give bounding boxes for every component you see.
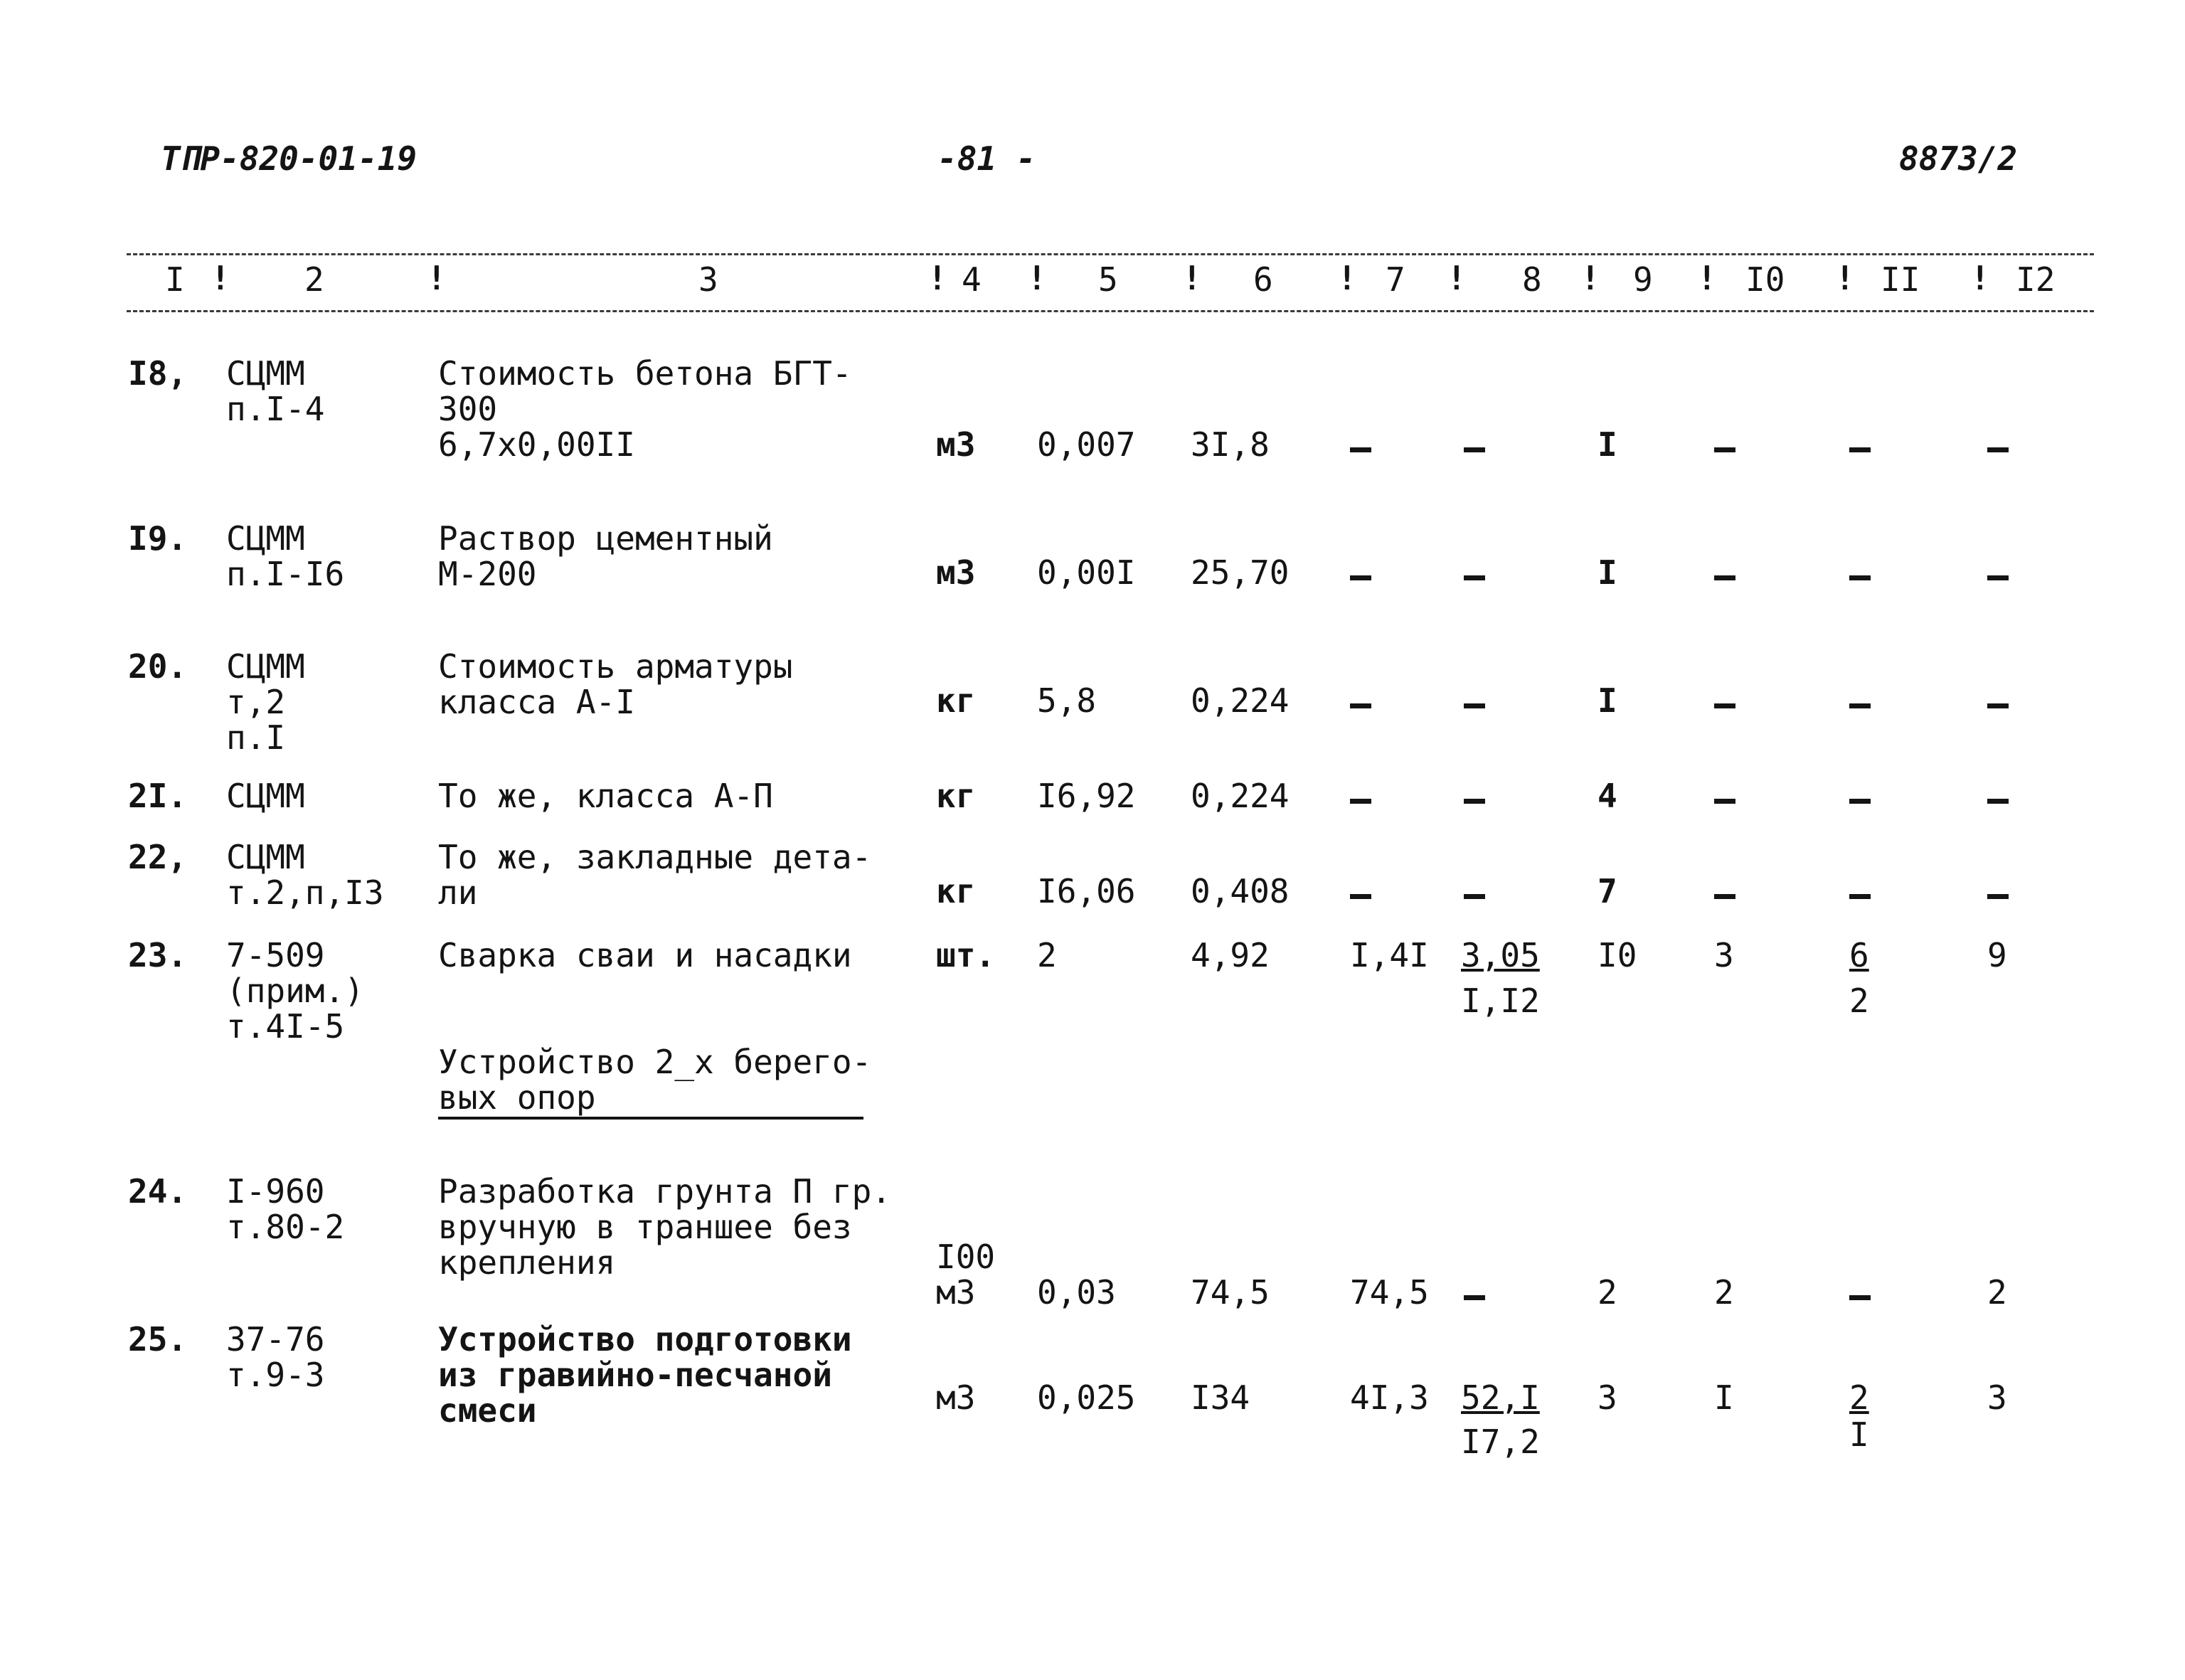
empty-dash [1464, 447, 1485, 452]
col10-value [1714, 558, 1735, 593]
col9-value: 4 [1597, 777, 1617, 815]
empty-dash [1350, 894, 1371, 899]
page-number: -81 - [937, 139, 1036, 178]
norm-reference: СЦММ п.I-I6 [226, 519, 345, 593]
col12-value [1987, 430, 2009, 465]
col-separator: ! [1580, 259, 1600, 297]
col12-value [1987, 781, 2009, 817]
norm-reference: 7-509 (прим.) т.4I-5 [226, 936, 364, 1046]
unit-cost: 25,70 [1191, 553, 1290, 592]
col8-subvalue: I7,2 [1461, 1423, 1540, 1461]
col10-value: I [1714, 1378, 1734, 1417]
norm-reference: СЦММ т.2,п,I3 [226, 838, 384, 912]
col12-value [1987, 686, 2009, 721]
col-separator: ! [1835, 259, 1855, 297]
unit: I00 м3 [936, 1238, 996, 1312]
col10-value: 3 [1714, 936, 1734, 974]
row-number: 2I. [128, 777, 188, 815]
col-header-1: I [165, 260, 185, 299]
col7-value: 4I,3 [1350, 1378, 1429, 1417]
col7-value [1350, 781, 1371, 817]
empty-dash [1350, 799, 1371, 804]
document-code: ТПР-820-01-19 [161, 139, 418, 178]
col-separator: ! [1970, 259, 1990, 297]
row-number: 25. [128, 1320, 188, 1359]
col11-value [1849, 558, 1871, 593]
col-separator: ! [1027, 259, 1047, 297]
row-number: I9. [128, 519, 188, 558]
row-number: 24. [128, 1172, 188, 1211]
empty-dash [1849, 703, 1871, 708]
empty-dash [1849, 575, 1871, 580]
col11-value [1849, 430, 1871, 465]
empty-dash [1464, 799, 1485, 804]
col8-value [1464, 430, 1485, 465]
work-description: Сварка сваи и насадки [438, 936, 852, 974]
unit: кг [936, 681, 976, 720]
quantity: 2 [1037, 936, 1057, 974]
col8-value [1464, 558, 1485, 593]
col-separator: ! [427, 259, 447, 297]
work-description: Устройство подготовки из гравийно-песчаной смеси [438, 1320, 852, 1430]
empty-dash [1714, 799, 1735, 804]
unit: м3 [936, 1378, 976, 1417]
empty-dash [1714, 703, 1735, 708]
empty-dash [1849, 1295, 1871, 1300]
col-header-4: 4 [962, 260, 982, 299]
col11-subvalue: 2 [1849, 982, 1869, 1020]
empty-dash [1987, 894, 2009, 899]
col9-value: I [1597, 425, 1617, 464]
row-number: 22, [128, 838, 188, 876]
quantity: 0,00I [1037, 553, 1136, 592]
col-header-9: 9 [1633, 260, 1653, 299]
col-header-7: 7 [1386, 260, 1405, 299]
empty-dash [1714, 894, 1735, 899]
col12-value: 9 [1987, 936, 2007, 974]
col10-value [1714, 686, 1735, 721]
row-number: I8, [128, 354, 188, 393]
col-header-2: 2 [304, 260, 324, 299]
empty-dash [1987, 703, 2009, 708]
work-description: Разработка грунта П гр. вручную в траншее без крепления [438, 1172, 891, 1282]
empty-dash [1987, 447, 2009, 452]
col12-value: 3 [1987, 1378, 2007, 1417]
col9-value: I [1597, 681, 1617, 720]
norm-reference: СЦММ п.I-4 [226, 354, 325, 428]
col11-value [1849, 781, 1871, 817]
col-header-8: 8 [1522, 260, 1542, 299]
col-header-3: 3 [698, 260, 718, 299]
work-description: То же, класса А-П [438, 777, 773, 815]
work-description: То же, закладные дета- ли [438, 838, 872, 912]
unit-cost: 4,92 [1191, 936, 1270, 974]
empty-dash [1849, 447, 1871, 452]
col9-value: I0 [1597, 936, 1637, 974]
col8-value [1464, 686, 1485, 721]
unit: м3 [936, 425, 976, 464]
table-top-rule [127, 253, 2094, 255]
norm-reference: I-960 т.80-2 [226, 1172, 345, 1246]
empty-dash [1464, 575, 1485, 580]
col9-value: 2 [1597, 1273, 1617, 1312]
col10-value [1714, 876, 1735, 912]
col8-value [1464, 876, 1485, 912]
col11-value [1849, 876, 1871, 912]
col-header-10: I0 [1745, 260, 1785, 299]
col8-value: 3,05 [1461, 936, 1540, 974]
col11-value: 6 [1849, 936, 1869, 974]
work-description: Стоимость бетона БГТ- 300 6,7х0,00II [438, 354, 852, 464]
empty-dash [1849, 799, 1871, 804]
work-description: Стоимость арматуры класса А-I [438, 647, 793, 721]
col7-value [1350, 686, 1371, 721]
quantity: 0,007 [1037, 425, 1136, 464]
col-header-12: I2 [2016, 260, 2056, 299]
col-header-5: 5 [1098, 260, 1118, 299]
empty-dash [1464, 703, 1485, 708]
quantity: 0,025 [1037, 1378, 1136, 1417]
col8-value: 52,I [1461, 1378, 1540, 1417]
col7-value [1350, 876, 1371, 912]
unit-cost: 0,408 [1191, 872, 1290, 910]
col7-value: I,4I [1350, 936, 1429, 974]
col12-value: 2 [1987, 1273, 2007, 1312]
unit-cost: 74,5 [1191, 1273, 1270, 1312]
empty-dash [1714, 575, 1735, 580]
unit-cost: 0,224 [1191, 681, 1290, 720]
empty-dash [1350, 447, 1371, 452]
quantity: I6,92 [1037, 777, 1136, 815]
row-number: 20. [128, 647, 188, 686]
row-number: 23. [128, 936, 188, 974]
col9-value: I [1597, 553, 1617, 592]
col8-value [1464, 781, 1485, 817]
col-separator: ! [1337, 259, 1357, 297]
col9-value: 3 [1597, 1378, 1617, 1417]
col-separator: ! [1447, 259, 1467, 297]
unit: кг [936, 777, 976, 815]
unit: м3 [936, 553, 976, 592]
table-header-rule [127, 310, 2094, 312]
unit-cost: I34 [1191, 1378, 1250, 1417]
col11-value: 2 [1849, 1378, 1869, 1417]
empty-dash [1987, 799, 2009, 804]
col7-value [1350, 558, 1371, 593]
empty-dash [1714, 447, 1735, 452]
col-header-11: II [1881, 260, 1920, 299]
section-title: Устройство 2_х берего- вых опор [438, 1044, 863, 1120]
empty-dash [1464, 1295, 1485, 1300]
empty-dash [1849, 894, 1871, 899]
col-header-6: 6 [1253, 260, 1273, 299]
norm-reference: СЦММ т,2 п.I [226, 647, 305, 757]
work-description: Раствор цементный М-200 [438, 519, 773, 593]
quantity: I6,06 [1037, 872, 1136, 910]
empty-dash [1987, 575, 2009, 580]
empty-dash [1350, 703, 1371, 708]
col-separator: ! [1697, 259, 1717, 297]
unit: шт. [936, 936, 996, 974]
col12-value [1987, 558, 2009, 593]
unit-cost: 0,224 [1191, 777, 1290, 815]
quantity: 0,03 [1037, 1273, 1116, 1312]
quantity: 5,8 [1037, 681, 1097, 720]
col11-value [1849, 1277, 1871, 1313]
col-separator: ! [927, 259, 947, 297]
col10-value [1714, 430, 1735, 465]
col10-value: 2 [1714, 1273, 1734, 1312]
unit-cost: 3I,8 [1191, 425, 1270, 464]
sheet-reference: 8873/2 [1899, 139, 2018, 178]
col12-value [1987, 876, 2009, 912]
col8-subvalue: I,I2 [1461, 982, 1540, 1020]
col7-value [1350, 430, 1371, 465]
norm-reference: СЦММ [226, 777, 305, 815]
col11-value [1849, 686, 1871, 721]
col7-value: 74,5 [1350, 1273, 1429, 1312]
empty-dash [1464, 894, 1485, 899]
col-separator: ! [211, 259, 230, 297]
empty-dash [1350, 575, 1371, 580]
col8-value [1464, 1277, 1485, 1313]
col-separator: ! [1182, 259, 1202, 297]
unit: кг [936, 872, 976, 910]
norm-reference: 37-76 т.9-3 [226, 1320, 325, 1394]
col10-value [1714, 781, 1735, 817]
col11-subvalue: I [1849, 1415, 1869, 1454]
col9-value: 7 [1597, 872, 1617, 910]
